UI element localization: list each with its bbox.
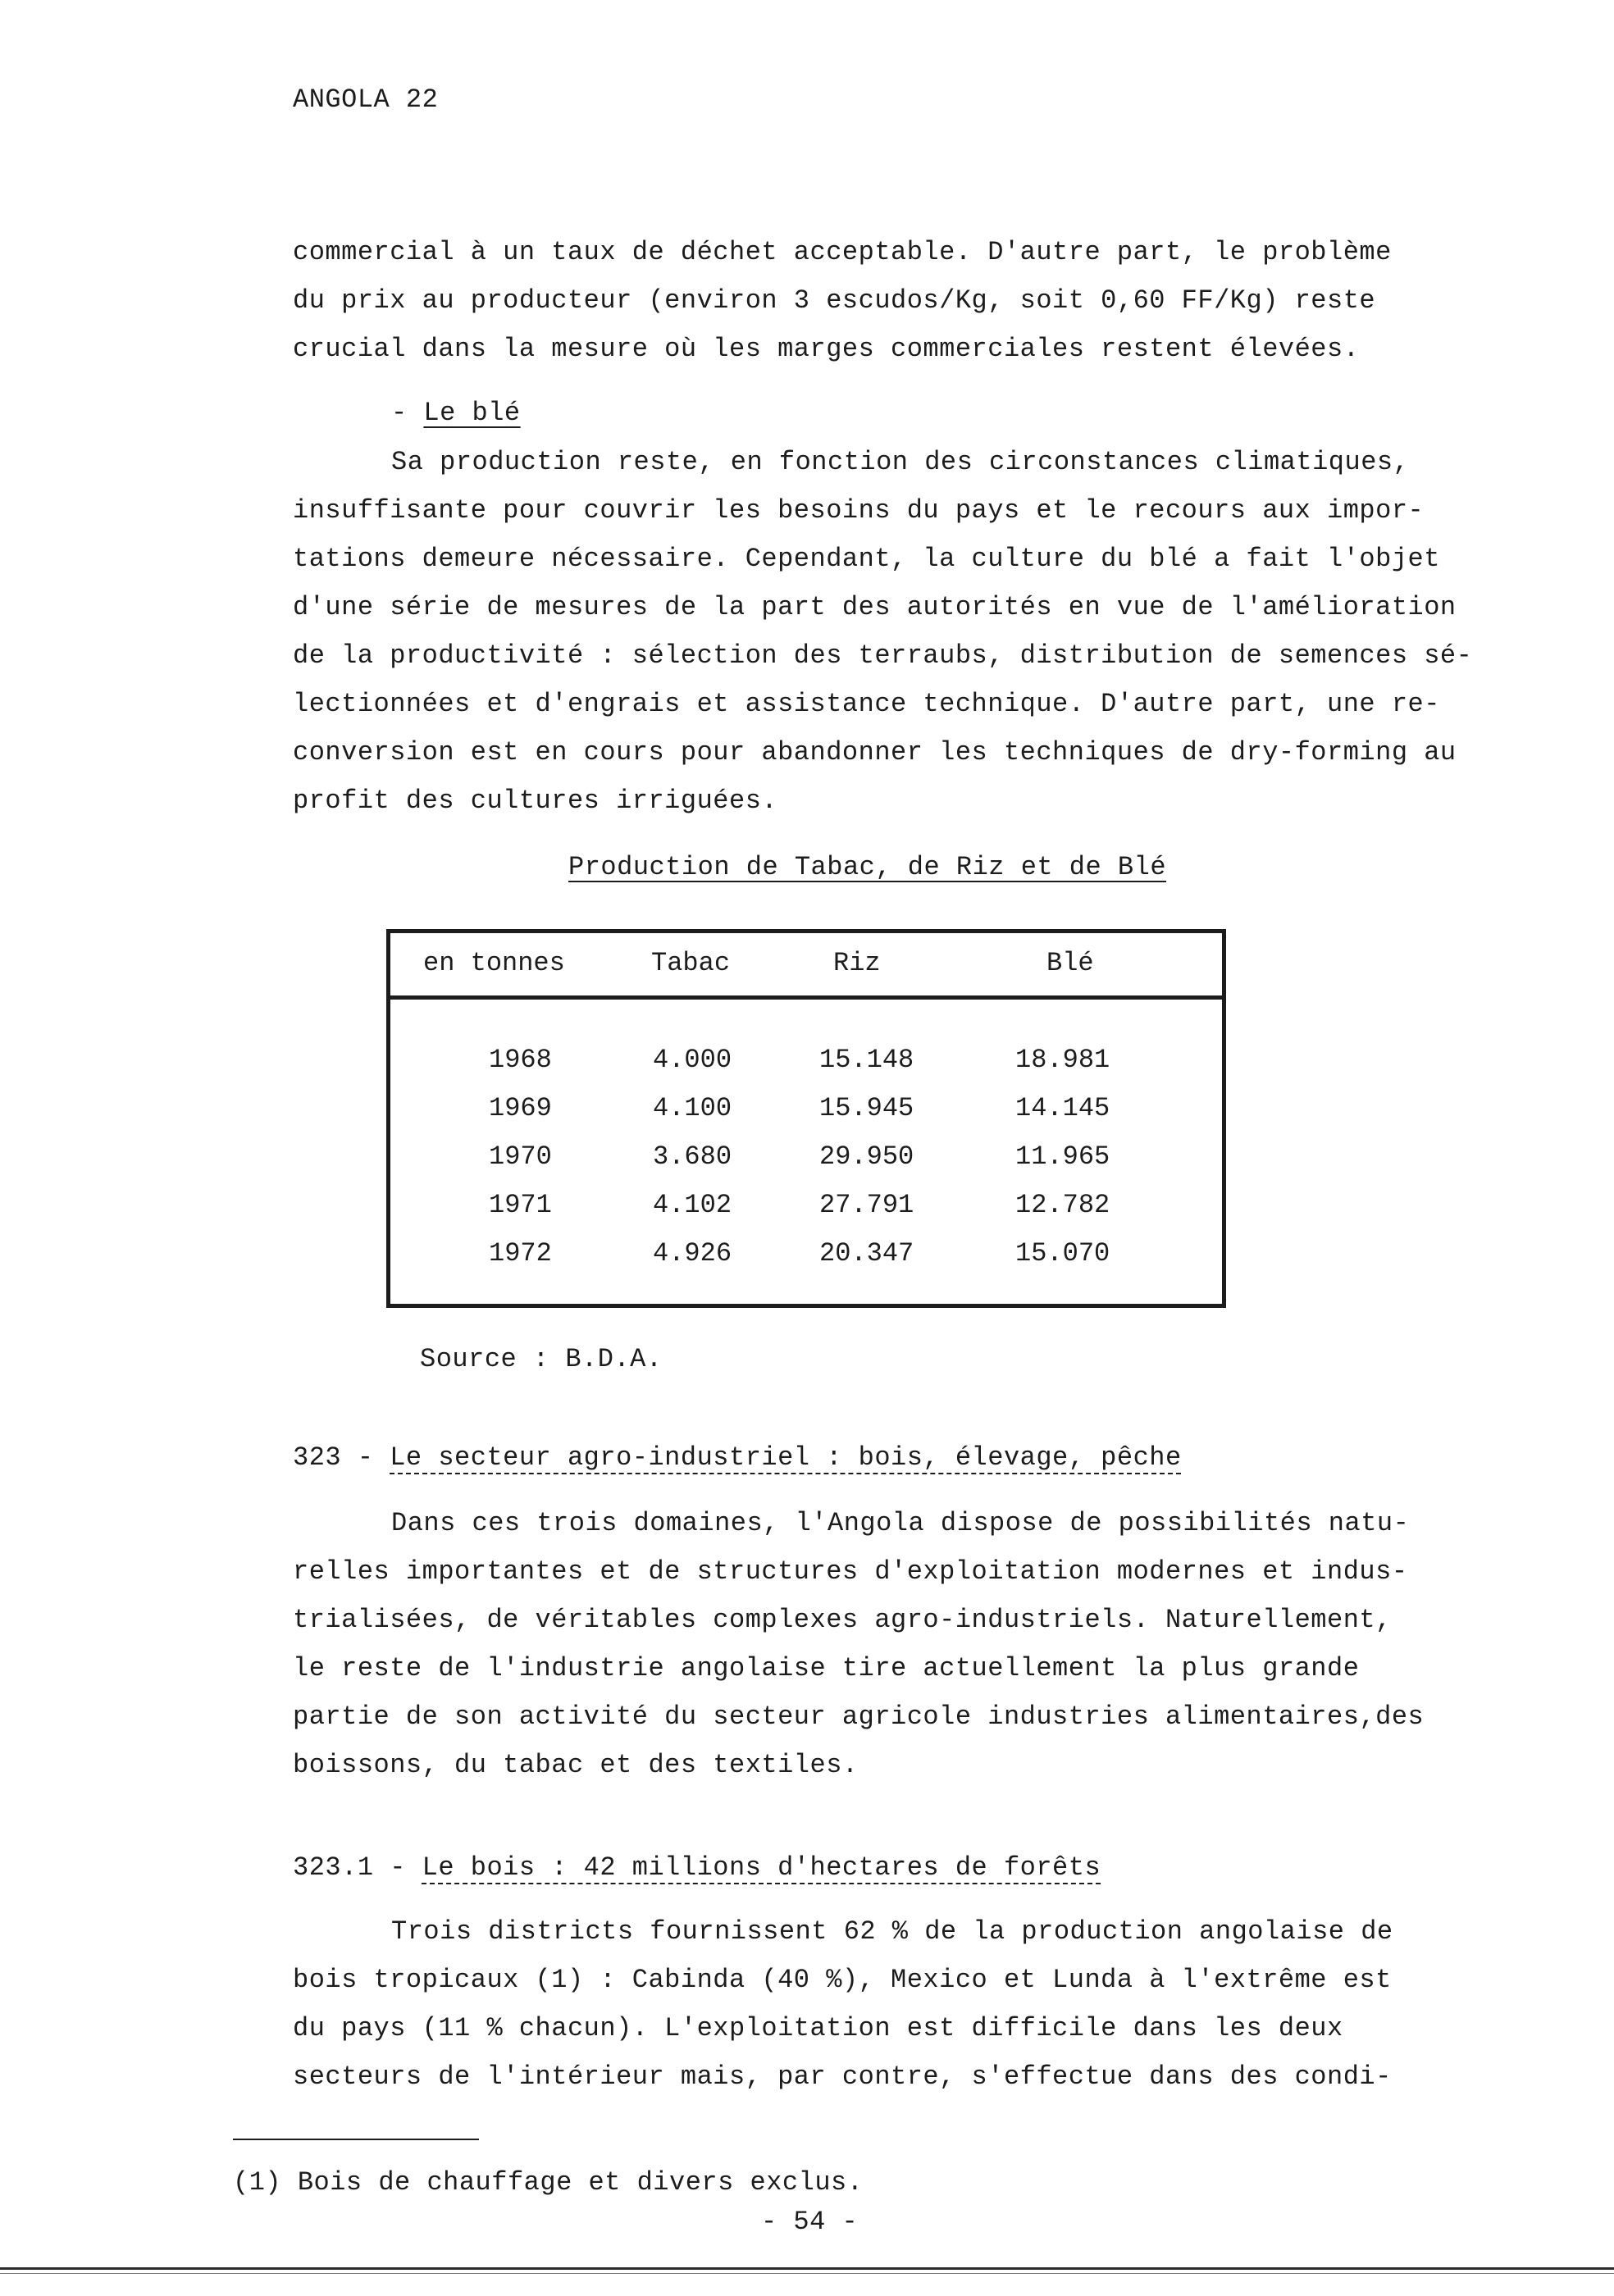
section-title: Le bois : 42 millions d'hectares de forêts: [422, 1852, 1101, 1883]
production-table: [386, 929, 1226, 1308]
paragraph-line: du prix au producteur (environ 3 escudos/Kg, soit 0,60 FF/Kg) reste: [293, 285, 1376, 316]
table-source: Source : B.D.A.: [420, 1344, 663, 1374]
footnote-divider: [233, 2139, 479, 2140]
table-cell-ble: 18.981: [1015, 1045, 1110, 1075]
paragraph-line: Trois districts fournissent 62 % de la production angolaise de: [391, 1916, 1393, 1947]
paragraph-line: relles importantes et de structures d'exploitation modernes et indus-: [293, 1556, 1408, 1587]
section-number: 323.1 -: [293, 1852, 422, 1883]
table-cell-tabac: 4.926: [653, 1238, 732, 1269]
section-323-paragraph: [293, 1499, 1482, 1789]
table-cell-year: 1969: [489, 1093, 552, 1123]
paragraph-line: de la productivité : sélection des terraubs, distribution de semences sé-: [293, 640, 1473, 671]
paragraph-line: d'une série de mesures de la part des autorités en vue de l'amélioration: [293, 592, 1457, 622]
table-cell-tabac: 4.102: [653, 1190, 732, 1220]
paragraph-line: profit des cultures irriguées.: [293, 786, 778, 816]
paragraph-line: boissons, du tabac et des textiles.: [293, 1750, 859, 1780]
page-number: - 54 -: [761, 2207, 859, 2237]
table-header-tabac: Tabac: [651, 948, 731, 978]
section-3231-paragraph: [293, 1907, 1482, 2101]
paragraph-1: [293, 228, 1482, 373]
table-cell-tabac: 4.100: [653, 1093, 732, 1123]
table-cell-tabac: 3.680: [653, 1141, 732, 1172]
paragraph-line: conversion est en cours pour abandonner les techniques de dry-forming au: [293, 737, 1457, 768]
table-cell-year: 1971: [489, 1190, 552, 1220]
paragraph-line: le reste de l'industrie angolaise tire actuellement la plus grande: [293, 1653, 1360, 1683]
table-cell-ble: 12.782: [1015, 1190, 1110, 1220]
paragraph-line: tations demeure nécessaire. Cependant, la culture du blé a fait l'objet: [293, 544, 1440, 574]
table-cell-year: 1970: [489, 1141, 552, 1172]
section-title: Le secteur agro-industriel : bois, élevage, pêche: [390, 1442, 1182, 1473]
table-cell-riz: 20.347: [819, 1238, 914, 1269]
table-cell-ble: 11.965: [1015, 1141, 1110, 1172]
table-cell-riz: 15.148: [819, 1045, 914, 1075]
table-cell-riz: 29.950: [819, 1141, 914, 1172]
paragraph-line: bois tropicaux (1) : Cabinda (40 %), Mexico et Lunda à l'extrême est: [293, 1965, 1392, 1995]
ble-heading-prefix: -: [391, 398, 424, 428]
bottom-border-line: [0, 2273, 1614, 2274]
footnote: (1) Bois de chauffage et divers exclus.: [233, 2167, 864, 2198]
bottom-border-line: [0, 2267, 1614, 2270]
paragraph-line: commercial à un taux de déchet acceptable. D'autre part, le problème: [293, 237, 1392, 267]
paragraph-line: lectionnées et d'engrais et assistance technique. D'autre part, une re-: [293, 689, 1440, 719]
table-header-unit: en tonnes: [423, 948, 565, 978]
paragraph-line: secteurs de l'intérieur mais, par contre, s'effectue dans des condi-: [293, 2061, 1392, 2092]
table-cell-year: 1972: [489, 1238, 552, 1269]
paragraph-line: du pays (11 % chacun). L'exploitation est difficile dans les deux: [293, 2013, 1343, 2043]
paragraph-line: insuffisante pour couvrir les besoins du pays et le recours aux impor-: [293, 495, 1425, 526]
paragraph-line: Dans ces trois domaines, l'Angola dispose de possibilités natu-: [391, 1508, 1410, 1538]
ble-heading-text: Le blé: [423, 398, 521, 428]
table-header-riz: Riz: [833, 948, 881, 978]
paragraph-line: partie de son activité du secteur agricole industries alimentaires,des: [293, 1702, 1425, 1732]
table-cell-ble: 15.070: [1015, 1238, 1110, 1269]
paragraph-line: Sa production reste, en fonction des circonstances climatiques,: [391, 447, 1410, 477]
table-cell-ble: 14.145: [1015, 1093, 1110, 1123]
table-cell-riz: 15.945: [819, 1093, 914, 1123]
table-cell-tabac: 4.000: [653, 1045, 732, 1075]
paragraph-2: [293, 438, 1482, 825]
ble-heading: [391, 389, 521, 437]
table-title: Production de Tabac, de Riz et de Blé: [568, 852, 1167, 882]
table-cell-riz: 27.791: [819, 1190, 914, 1220]
page-header: ANGOLA 22: [293, 84, 439, 115]
section-3231-heading: [293, 1843, 1101, 1892]
table-header-ble: Blé: [1046, 948, 1094, 978]
section-number: 323 -: [293, 1442, 390, 1473]
table-header-divider: [390, 995, 1222, 1000]
table-cell-year: 1968: [489, 1045, 552, 1075]
paragraph-line: crucial dans la mesure où les marges commerciales restent élevées.: [293, 334, 1360, 364]
paragraph-line: trialisées, de véritables complexes agro-industriels. Naturellement,: [293, 1605, 1392, 1635]
section-323-heading: [293, 1433, 1182, 1482]
